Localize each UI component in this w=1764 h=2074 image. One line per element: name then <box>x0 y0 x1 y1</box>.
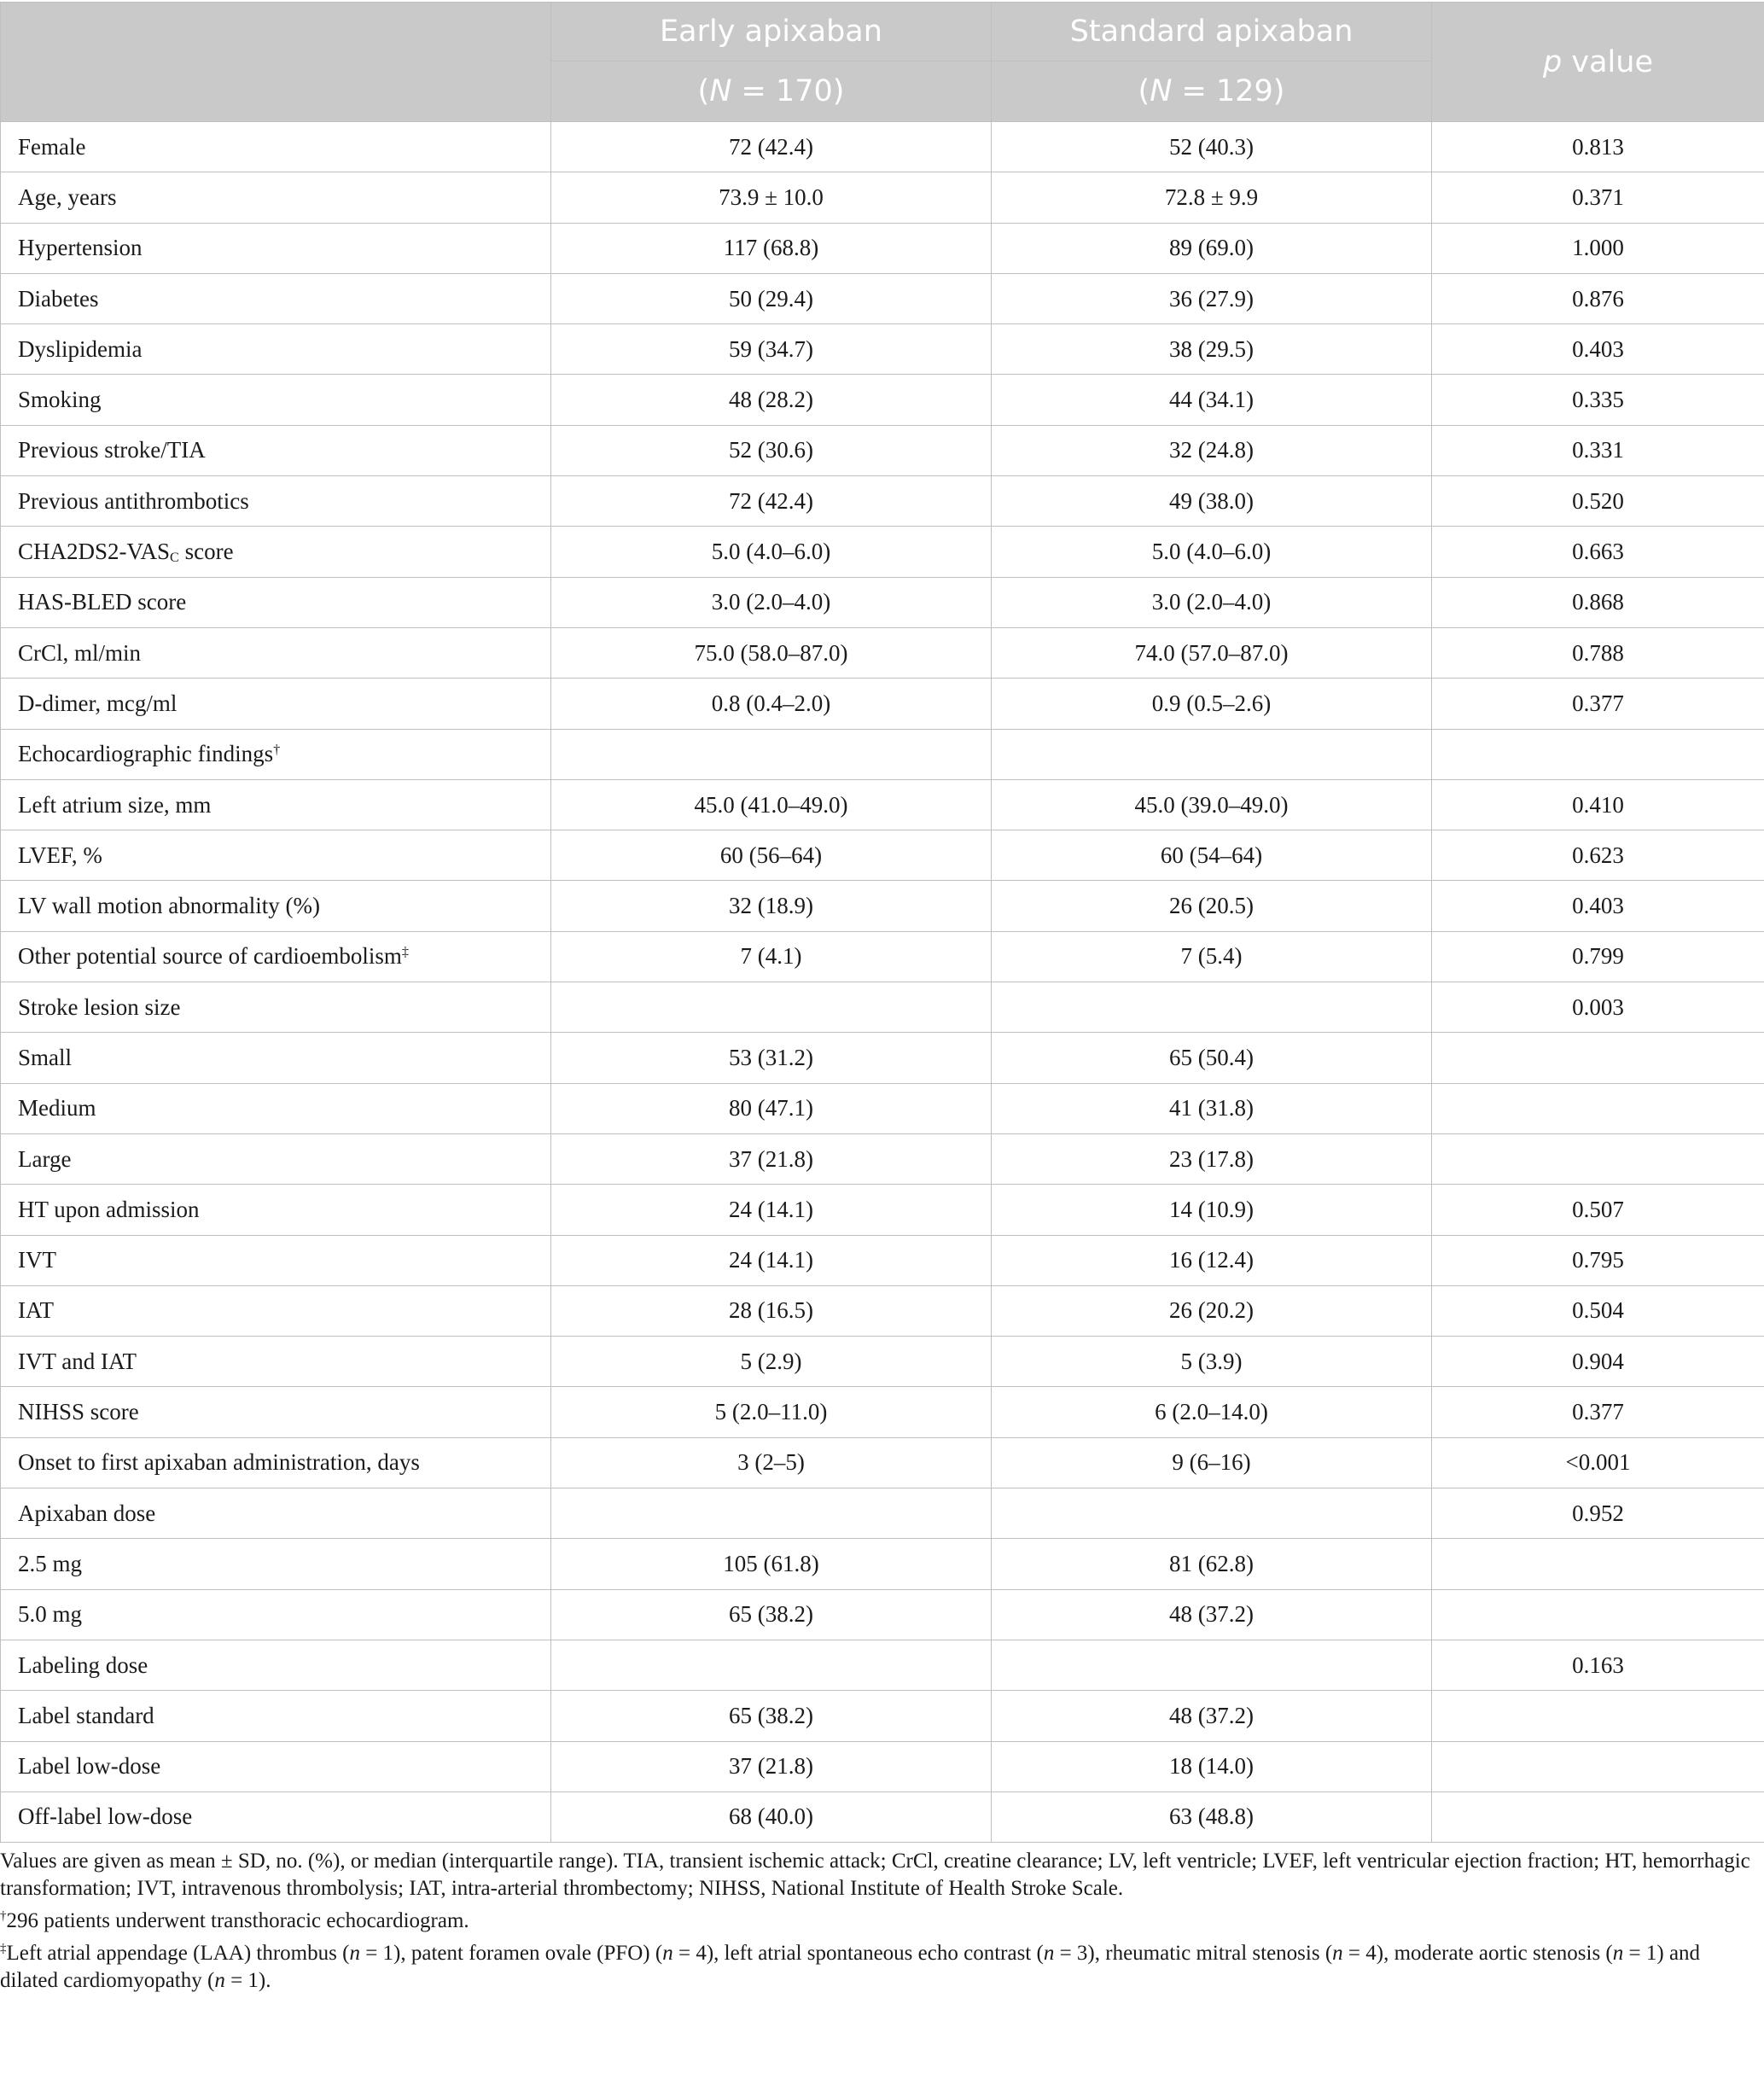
row-label-footnote-mark: † <box>273 742 281 758</box>
cell-p-value: 0.410 <box>1432 779 1764 830</box>
table-row <box>1 324 1764 375</box>
row-label <box>1 1285 551 1336</box>
row-label <box>1 425 551 475</box>
cell-standard-apixaban <box>992 729 1432 779</box>
row-label-subscript: C <box>170 549 179 565</box>
row-label-text: Other potential source of cardioembolism <box>18 943 402 970</box>
cell-early-apixaban: 105 (61.8) <box>551 1539 992 1589</box>
row-label <box>1 1691 551 1741</box>
cell-early-apixaban: 80 (47.1) <box>551 1083 992 1133</box>
cell-early-apixaban: 5.0 (4.0–6.0) <box>551 527 992 577</box>
row-label-text: Left atrium size, mm <box>18 791 212 818</box>
table-row <box>1 1387 1764 1437</box>
cell-standard-apixaban: 5.0 (4.0–6.0) <box>992 527 1432 577</box>
row-label-suffix: score <box>178 538 234 564</box>
row-label <box>1 729 551 779</box>
row-label <box>1 1083 551 1133</box>
cell-p-value: 0.163 <box>1432 1640 1764 1690</box>
header-p-value <box>1432 3 1764 122</box>
row-label <box>1 527 551 577</box>
cell-standard-apixaban: 32 (24.8) <box>992 425 1432 475</box>
cell-standard-apixaban: 6 (2.0–14.0) <box>992 1387 1432 1437</box>
cell-p-value <box>1432 1539 1764 1589</box>
row-label-text: Age, years <box>18 184 117 210</box>
cell-standard-apixaban: 89 (69.0) <box>992 223 1432 273</box>
table-row <box>1 729 1764 779</box>
cell-p-value: 0.377 <box>1432 679 1764 729</box>
table-row <box>1 122 1764 172</box>
row-label-text: Apixaban dose <box>18 1500 156 1526</box>
cell-p-value: 0.904 <box>1432 1337 1764 1387</box>
cell-early-apixaban: 0.8 (0.4–2.0) <box>551 679 992 729</box>
table-row <box>1 830 1764 881</box>
cell-early-apixaban: 52 (30.6) <box>551 425 992 475</box>
cell-p-value: 0.876 <box>1432 273 1764 323</box>
cell-standard-apixaban: 44 (34.1) <box>992 375 1432 425</box>
cell-p-value: 0.403 <box>1432 324 1764 375</box>
cell-standard-apixaban: 0.9 (0.5–2.6) <box>992 679 1432 729</box>
row-label-text: Large <box>18 1145 72 1172</box>
cell-standard-apixaban <box>992 1489 1432 1539</box>
cell-standard-apixaban: 65 (50.4) <box>992 1033 1432 1083</box>
cell-p-value: 0.813 <box>1432 122 1764 172</box>
cell-p-value: 0.799 <box>1432 931 1764 982</box>
header-empty-cell <box>1 3 551 122</box>
row-label <box>1 1589 551 1640</box>
row-label-text: Echocardiographic findings <box>18 741 274 767</box>
cell-standard-apixaban: 38 (29.5) <box>992 324 1432 375</box>
row-label-text: HT upon admission <box>18 1196 200 1222</box>
cell-p-value: 0.003 <box>1432 982 1764 1033</box>
table-row <box>1 476 1764 527</box>
table-row <box>1 1741 1764 1791</box>
baseline-characteristics-table <box>0 2 1764 1843</box>
row-label-text: Onset to first apixaban administration, days <box>18 1449 420 1476</box>
cell-early-apixaban <box>551 1489 992 1539</box>
row-label <box>1 830 551 881</box>
cell-standard-apixaban: 16 (12.4) <box>992 1235 1432 1285</box>
cell-early-apixaban: 3 (2–5) <box>551 1437 992 1488</box>
cell-early-apixaban: 7 (4.1) <box>551 931 992 982</box>
table-container <box>0 2 1764 1995</box>
table-row <box>1 679 1764 729</box>
cell-early-apixaban: 65 (38.2) <box>551 1691 992 1741</box>
row-label <box>1 779 551 830</box>
cell-standard-apixaban: 7 (5.4) <box>992 931 1432 982</box>
cell-early-apixaban: 72 (42.4) <box>551 122 992 172</box>
cell-early-apixaban: 68 (40.0) <box>551 1791 992 1842</box>
table-body <box>1 122 1764 1843</box>
table-row <box>1 172 1764 223</box>
cell-p-value: 0.371 <box>1432 172 1764 223</box>
table-row <box>1 1133 1764 1184</box>
row-label <box>1 881 551 931</box>
cell-early-apixaban: 5 (2.9) <box>551 1337 992 1387</box>
cell-standard-apixaban: 60 (54–64) <box>992 830 1432 881</box>
dagger-text: 296 patients underwent transthoracic echocardiogram. <box>6 1909 469 1933</box>
table-row <box>1 1791 1764 1842</box>
cell-early-apixaban: 50 (29.4) <box>551 273 992 323</box>
cell-early-apixaban: 65 (38.2) <box>551 1589 992 1640</box>
row-label <box>1 1033 551 1083</box>
cell-p-value <box>1432 1083 1764 1133</box>
cell-p-value: 0.331 <box>1432 425 1764 475</box>
cell-p-value <box>1432 1741 1764 1791</box>
cell-p-value <box>1432 1791 1764 1842</box>
row-label <box>1 1791 551 1842</box>
row-label <box>1 1133 551 1184</box>
cell-p-value <box>1432 1033 1764 1083</box>
cell-p-value: 0.788 <box>1432 627 1764 678</box>
row-label-text: Stroke lesion size <box>18 993 181 1020</box>
row-label-text: Female <box>18 133 86 160</box>
footnote-double-dagger <box>0 1935 1758 1995</box>
cell-standard-apixaban: 41 (31.8) <box>992 1083 1432 1133</box>
cell-early-apixaban <box>551 729 992 779</box>
row-label <box>1 1235 551 1285</box>
header-standard-n <box>992 61 1432 122</box>
row-label <box>1 476 551 527</box>
cell-standard-apixaban: 72.8 ± 9.9 <box>992 172 1432 223</box>
table-row <box>1 375 1764 425</box>
row-label-text: IVT and IAT <box>18 1348 137 1374</box>
row-label-text: Off-label low-dose <box>18 1803 193 1830</box>
row-label <box>1 122 551 172</box>
row-label-text: HAS-BLED score <box>18 589 187 615</box>
row-label <box>1 982 551 1033</box>
table-header <box>1 3 1764 122</box>
cell-early-apixaban: 53 (31.2) <box>551 1033 992 1083</box>
cell-early-apixaban: 32 (18.9) <box>551 881 992 931</box>
cell-early-apixaban: 37 (21.8) <box>551 1133 992 1184</box>
cell-p-value <box>1432 729 1764 779</box>
cell-standard-apixaban: 81 (62.8) <box>992 1539 1432 1589</box>
cell-p-value: 0.504 <box>1432 1285 1764 1336</box>
row-label-text: Dyslipidemia <box>18 335 143 362</box>
table-row <box>1 577 1764 627</box>
cell-standard-apixaban: 23 (17.8) <box>992 1133 1432 1184</box>
cell-early-apixaban <box>551 1640 992 1690</box>
cell-p-value: 0.520 <box>1432 476 1764 527</box>
cell-p-value: 0.795 <box>1432 1235 1764 1285</box>
table-row <box>1 273 1764 323</box>
cell-standard-apixaban: 48 (37.2) <box>992 1589 1432 1640</box>
row-label-text: LVEF, % <box>18 842 102 868</box>
row-label-footnote-mark: ‡ <box>401 944 409 960</box>
table-row <box>1 1640 1764 1690</box>
cell-early-apixaban: 5 (2.0–11.0) <box>551 1387 992 1437</box>
cell-early-apixaban: 28 (16.5) <box>551 1285 992 1336</box>
cell-standard-apixaban: 26 (20.5) <box>992 881 1432 931</box>
row-label-text: CrCl, ml/min <box>18 639 142 666</box>
row-label <box>1 273 551 323</box>
row-label-text: IVT <box>18 1247 56 1273</box>
cell-early-apixaban: 72 (42.4) <box>551 476 992 527</box>
row-label-text: Medium <box>18 1095 96 1121</box>
table-row <box>1 1539 1764 1589</box>
double-dagger-text: Left atrial appendage (LAA) thrombus (n = 1), patent foramen ovale (PFO) (n = 4), left atrial spontaneous echo contrast (n = 3), rheumatic mitral stenosis (n = 4), moderate aortic stenosis (n = 1) and dilated cardiomyopathy (n = 1). <box>0 1942 1701 1993</box>
row-label-text: Hypertension <box>18 235 143 261</box>
table-row <box>1 627 1764 678</box>
row-label <box>1 577 551 627</box>
table-row <box>1 1033 1764 1083</box>
header-standard-apixaban: Standard apixaban <box>992 3 1432 61</box>
row-label <box>1 679 551 729</box>
cell-p-value: <0.001 <box>1432 1437 1764 1488</box>
cell-p-value: 0.868 <box>1432 577 1764 627</box>
dagger-mark: † <box>0 1909 7 1924</box>
row-label-text: D-dimer, mcg/ml <box>18 690 178 716</box>
cell-standard-apixaban: 18 (14.0) <box>992 1741 1432 1791</box>
cell-standard-apixaban: 63 (48.8) <box>992 1791 1432 1842</box>
double-dagger-mark: ‡ <box>0 1942 7 1956</box>
header-early-apixaban: Early apixaban <box>551 3 992 61</box>
row-label <box>1 1640 551 1690</box>
row-label-text: LV wall motion abnormality (%) <box>18 893 320 919</box>
cell-standard-apixaban: 45.0 (39.0–49.0) <box>992 779 1432 830</box>
table-row <box>1 1083 1764 1133</box>
row-label <box>1 1387 551 1437</box>
row-label <box>1 1337 551 1387</box>
row-label <box>1 1539 551 1589</box>
row-label <box>1 931 551 982</box>
row-label-text: Previous stroke/TIA <box>18 437 206 463</box>
table-row <box>1 1337 1764 1387</box>
cell-early-apixaban: 3.0 (2.0–4.0) <box>551 577 992 627</box>
header-standard-n-text: (N = 129) <box>1138 74 1285 108</box>
cell-p-value <box>1432 1133 1764 1184</box>
cell-p-value: 0.403 <box>1432 881 1764 931</box>
row-label <box>1 1437 551 1488</box>
table-row <box>1 1489 1764 1539</box>
cell-standard-apixaban: 49 (38.0) <box>992 476 1432 527</box>
row-label <box>1 627 551 678</box>
row-label <box>1 1185 551 1235</box>
table-row <box>1 1691 1764 1741</box>
row-label-text: 2.5 mg <box>18 1550 83 1576</box>
row-label-text: Previous antithrombotics <box>18 487 249 514</box>
cell-early-apixaban: 73.9 ± 10.0 <box>551 172 992 223</box>
cell-p-value: 0.952 <box>1432 1489 1764 1539</box>
cell-early-apixaban <box>551 982 992 1033</box>
cell-early-apixaban: 24 (14.1) <box>551 1235 992 1285</box>
cell-standard-apixaban: 3.0 (2.0–4.0) <box>992 577 1432 627</box>
table-row <box>1 425 1764 475</box>
row-label <box>1 375 551 425</box>
row-label-text: Diabetes <box>18 285 99 312</box>
row-label-text: 5.0 mg <box>18 1601 83 1628</box>
cell-standard-apixaban: 26 (20.2) <box>992 1285 1432 1336</box>
cell-standard-apixaban: 9 (6–16) <box>992 1437 1432 1488</box>
table-row <box>1 881 1764 931</box>
row-label-text: CHA2DS2-VAS <box>18 538 171 564</box>
cell-p-value <box>1432 1691 1764 1741</box>
cell-early-apixaban: 24 (14.1) <box>551 1185 992 1235</box>
row-label-text: Small <box>18 1044 73 1070</box>
row-label <box>1 172 551 223</box>
table-row <box>1 1235 1764 1285</box>
row-label-text: Smoking <box>18 387 102 413</box>
header-early-n <box>551 61 992 122</box>
cell-standard-apixaban <box>992 1640 1432 1690</box>
cell-p-value: 0.377 <box>1432 1387 1764 1437</box>
header-early-n-text: (N = 170) <box>697 74 845 108</box>
row-label <box>1 223 551 273</box>
cell-standard-apixaban: 48 (37.2) <box>992 1691 1432 1741</box>
cell-early-apixaban: 60 (56–64) <box>551 830 992 881</box>
table-row <box>1 982 1764 1033</box>
table-row <box>1 1437 1764 1488</box>
header-p-value-word: value <box>1571 44 1653 79</box>
row-label-text: NIHSS score <box>18 1399 139 1425</box>
table-footnotes <box>0 1848 1758 1995</box>
cell-standard-apixaban: 52 (40.3) <box>992 122 1432 172</box>
cell-early-apixaban: 37 (21.8) <box>551 1741 992 1791</box>
header-p-letter: p <box>1543 44 1563 79</box>
cell-p-value: 1.000 <box>1432 223 1764 273</box>
cell-early-apixaban: 48 (28.2) <box>551 375 992 425</box>
footnote-abbreviations: Values are given as mean ± SD, no. (%), or median (interquartile range). TIA, transient ischemic attack; CrCl, creatine clearance; LV, left ventricle; LVEF, left ventricular ejection fraction; HT, hemorrhagic transformation; IVT, intravenous thrombolysis; IAT, intra-arterial thrombectomy; NIHSS, National Institute of Health Stroke Scale. <box>0 1850 1750 1901</box>
cell-early-apixaban: 45.0 (41.0–49.0) <box>551 779 992 830</box>
table-row <box>1 223 1764 273</box>
cell-early-apixaban: 59 (34.7) <box>551 324 992 375</box>
row-label <box>1 1741 551 1791</box>
table-row <box>1 1285 1764 1336</box>
row-label-text: Labeling dose <box>18 1652 148 1678</box>
cell-early-apixaban: 117 (68.8) <box>551 223 992 273</box>
footnote-dagger <box>0 1902 1758 1935</box>
table-row <box>1 931 1764 982</box>
cell-standard-apixaban <box>992 982 1432 1033</box>
cell-p-value: 0.507 <box>1432 1185 1764 1235</box>
table-row <box>1 527 1764 577</box>
row-label <box>1 1489 551 1539</box>
row-label-text: IAT <box>18 1297 54 1324</box>
cell-standard-apixaban: 14 (10.9) <box>992 1185 1432 1235</box>
cell-standard-apixaban: 74.0 (57.0–87.0) <box>992 627 1432 678</box>
row-label <box>1 324 551 375</box>
cell-p-value: 0.623 <box>1432 830 1764 881</box>
cell-p-value: 0.663 <box>1432 527 1764 577</box>
cell-standard-apixaban: 36 (27.9) <box>992 273 1432 323</box>
cell-p-value <box>1432 1589 1764 1640</box>
cell-standard-apixaban: 5 (3.9) <box>992 1337 1432 1387</box>
table-row <box>1 1589 1764 1640</box>
row-label-text: Label low-dose <box>18 1753 161 1780</box>
table-row <box>1 1185 1764 1235</box>
table-row <box>1 779 1764 830</box>
row-label-text: Label standard <box>18 1702 154 1728</box>
cell-early-apixaban: 75.0 (58.0–87.0) <box>551 627 992 678</box>
cell-p-value: 0.335 <box>1432 375 1764 425</box>
